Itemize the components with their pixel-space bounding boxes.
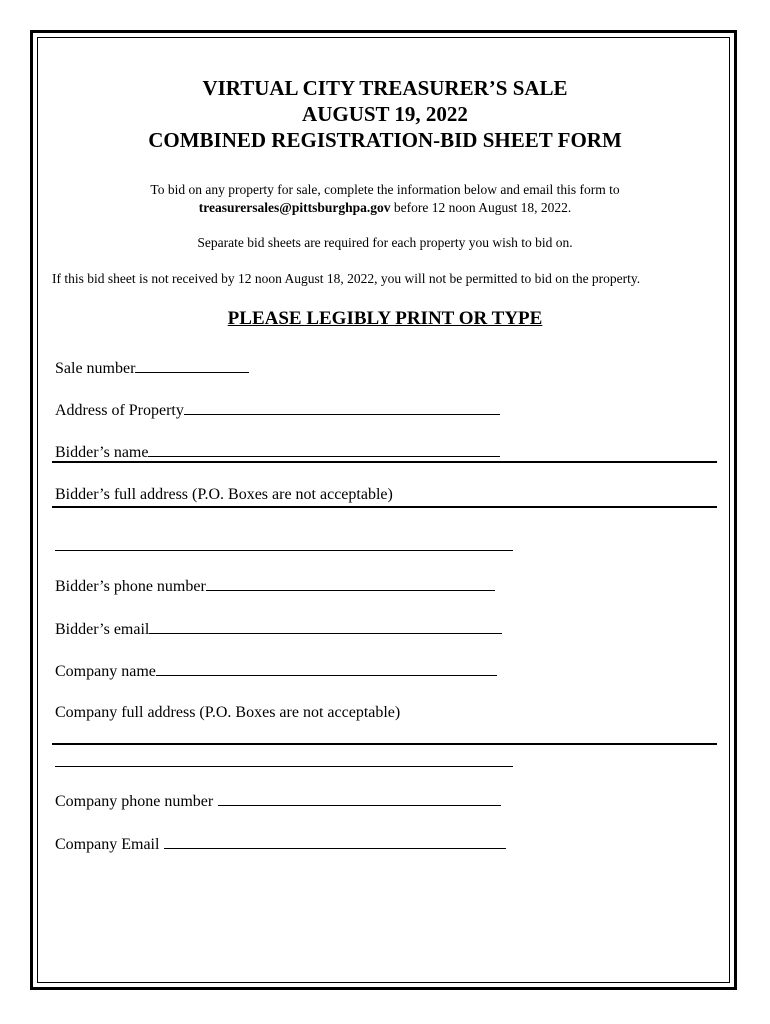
sale-number-field[interactable] [55,357,249,379]
bidder-phone-label: Bidder’s phone number [55,578,206,595]
sale-number-label: Sale number [55,360,136,377]
company-address-field[interactable] [55,703,400,723]
company-name-blank[interactable] [156,660,497,676]
bidder-address-blank[interactable] [55,550,513,551]
company-phone-label: Company phone number [55,793,214,810]
bidder-address-label: Bidder’s full address (P.O. Boxes are not acceptable) [55,486,393,503]
deadline-warning: If this bid sheet is not received by 12 noon August 18, 2022, you will not be permitted to bid on the property. [52,271,641,286]
form-title-line-3: COMBINED REGISTRATION-BID SHEET FORM [148,128,622,152]
company-address-blank[interactable] [55,766,513,767]
bidder-name-label: Bidder’s name [55,444,149,461]
company-phone-blank[interactable] [218,790,501,806]
print-instruction-heading: PLEASE LEGIBLY PRINT OR TYPE [227,308,543,329]
instructions-line-1: To bid on any property for sale, complete the information below and email this form to [150,182,620,197]
bidder-phone-blank[interactable] [206,575,495,591]
bidder-name-blank[interactable] [148,441,500,457]
company-email-label: Company Email [55,836,160,853]
separate-sheets-note: Separate bid sheets are required for each property you wish to bid on. [197,235,573,250]
form-title-line-1: VIRTUAL CITY TREASURER’S SALE [202,76,568,100]
company-email-blank[interactable] [164,833,506,849]
company-name-field[interactable] [55,660,497,682]
form-rule [52,743,717,745]
bidder-email-field[interactable] [55,618,502,640]
company-phone-field[interactable] [55,790,501,812]
company-address-label: Company full address (P.O. Boxes are not acceptable) [55,704,401,721]
bidder-phone-field[interactable] [55,575,495,597]
form-rule [52,506,717,508]
form-rule [52,461,717,463]
bidder-email-label: Bidder’s email [55,621,150,638]
bidder-email-blank[interactable] [149,618,502,634]
property-address-label: Address of Property [55,402,184,419]
property-address-field[interactable] [55,399,500,421]
company-name-label: Company name [55,663,156,680]
form-title-date: AUGUST 19, 2022 [302,102,468,126]
bidder-address-field[interactable] [55,485,393,505]
sale-number-blank[interactable] [135,357,249,373]
property-address-blank[interactable] [184,399,500,415]
submission-email: treasurersales@pittsburghpa.gov [198,200,391,215]
bidder-name-field[interactable] [55,441,500,463]
company-email-field[interactable] [55,833,506,855]
instructions-line-2 [0,199,770,217]
instructions-deadline-text: before 12 noon August 18, 2022. [390,200,572,215]
